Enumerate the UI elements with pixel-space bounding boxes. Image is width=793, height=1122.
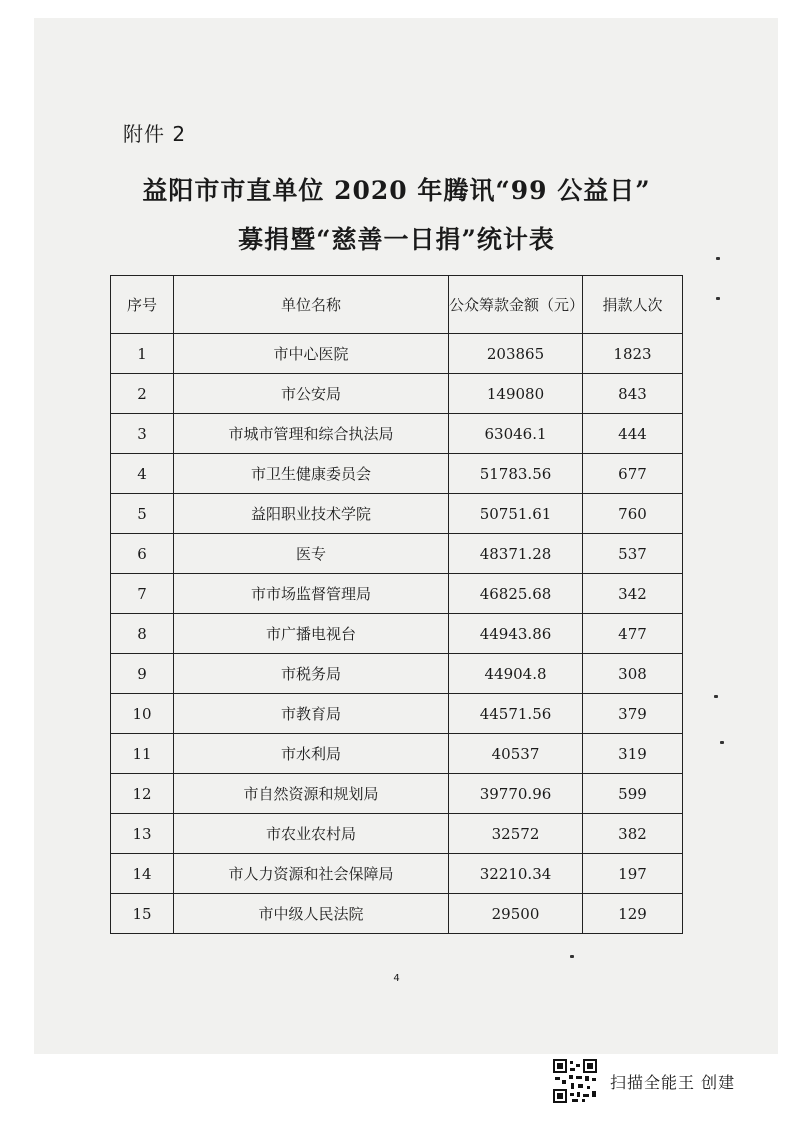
cell-unit-name: 市税务局: [174, 654, 449, 694]
cell-donor-count: 319: [583, 734, 683, 774]
cell-unit-name: 医专: [174, 534, 449, 574]
cell-unit-name: 市中心医院: [174, 334, 449, 374]
table-row: [111, 854, 683, 894]
cell-amount: 32572: [449, 814, 583, 854]
cell-donor-count: 382: [583, 814, 683, 854]
scan-speck: [714, 695, 718, 698]
cell-serial-number: 4: [111, 454, 174, 494]
table-row: [111, 694, 683, 734]
scanner-brand-label: 扫描全能王 创建: [610, 1073, 736, 1092]
cell-donor-count: 843: [583, 374, 683, 414]
cell-unit-name: 市中级人民法院: [174, 894, 449, 934]
table-row: [111, 574, 683, 614]
cell-amount: 32210.34: [449, 854, 583, 894]
cell-donor-count: 599: [583, 774, 683, 814]
cell-amount: 44904.8: [449, 654, 583, 694]
cell-donor-count: 477: [583, 614, 683, 654]
cell-unit-name: 市公安局: [174, 374, 449, 414]
table-row: [111, 374, 683, 414]
cell-amount: 149080: [449, 374, 583, 414]
cell-amount: 44943.86: [449, 614, 583, 654]
cell-serial-number: 11: [111, 734, 174, 774]
cell-amount: 203865: [449, 334, 583, 374]
cell-amount: 50751.61: [449, 494, 583, 534]
cell-amount: 48371.28: [449, 534, 583, 574]
header-serial-number: 序号: [111, 276, 174, 334]
page-number: 4: [393, 973, 400, 984]
cell-donor-count: 444: [583, 414, 683, 454]
scan-speck: [570, 955, 574, 958]
cell-donor-count: 197: [583, 854, 683, 894]
cell-donor-count: 1823: [583, 334, 683, 374]
cell-amount: 29500: [449, 894, 583, 934]
table-row: [111, 814, 683, 854]
table-row: [111, 494, 683, 534]
cell-unit-name: 市农业农村局: [174, 814, 449, 854]
cell-unit-name: 市市场监督管理局: [174, 574, 449, 614]
table-row: [111, 334, 683, 374]
cell-serial-number: 14: [111, 854, 174, 894]
cell-unit-name: 益阳职业技术学院: [174, 494, 449, 534]
cell-serial-number: 10: [111, 694, 174, 734]
cell-unit-name: 市人力资源和社会保障局: [174, 854, 449, 894]
cell-donor-count: 677: [583, 454, 683, 494]
cell-donor-count: 537: [583, 534, 683, 574]
cell-unit-name: 市自然资源和规划局: [174, 774, 449, 814]
cell-serial-number: 1: [111, 334, 174, 374]
table-row: [111, 774, 683, 814]
table-row: [111, 894, 683, 934]
cell-donor-count: 308: [583, 654, 683, 694]
document-title-line-2: 募捐暨“慈善一日捐”统计表: [238, 225, 555, 254]
cell-amount: 44571.56: [449, 694, 583, 734]
scan-speck: [716, 297, 720, 300]
cell-unit-name: 市教育局: [174, 694, 449, 734]
header-amount: 公众筹款金额（元）: [449, 276, 583, 334]
attachment-label: 附件 2: [123, 122, 187, 146]
cell-serial-number: 6: [111, 534, 174, 574]
cell-serial-number: 15: [111, 894, 174, 934]
cell-serial-number: 9: [111, 654, 174, 694]
cell-unit-name: 市卫生健康委员会: [174, 454, 449, 494]
header-donor-count: 捐款人次: [583, 276, 683, 334]
cell-serial-number: 3: [111, 414, 174, 454]
cell-serial-number: 7: [111, 574, 174, 614]
cell-donor-count: 129: [583, 894, 683, 934]
cell-unit-name: 市广播电视台: [174, 614, 449, 654]
cell-amount: 40537: [449, 734, 583, 774]
cell-donor-count: 379: [583, 694, 683, 734]
cell-serial-number: 8: [111, 614, 174, 654]
qr-code-icon: [552, 1058, 598, 1104]
document-title-line-1: 益阳市市直单位 2020 年腾讯“99 公益日”: [142, 176, 651, 205]
table-row: [111, 534, 683, 574]
statistics-table: [110, 275, 683, 934]
cell-amount: 39770.96: [449, 774, 583, 814]
cell-unit-name: 市城市管理和综合执法局: [174, 414, 449, 454]
cell-serial-number: 2: [111, 374, 174, 414]
cell-donor-count: 342: [583, 574, 683, 614]
cell-donor-count: 760: [583, 494, 683, 534]
cell-amount: 63046.1: [449, 414, 583, 454]
table-header-row: [111, 276, 683, 334]
cell-serial-number: 12: [111, 774, 174, 814]
table-row: [111, 734, 683, 774]
header-unit-name: 单位名称: [174, 276, 449, 334]
cell-serial-number: 13: [111, 814, 174, 854]
cell-amount: 51783.56: [449, 454, 583, 494]
cell-serial-number: 5: [111, 494, 174, 534]
cell-amount: 46825.68: [449, 574, 583, 614]
scan-speck: [716, 257, 720, 260]
table-row: [111, 414, 683, 454]
cell-unit-name: 市水利局: [174, 734, 449, 774]
table-row: [111, 454, 683, 494]
table-row: [111, 654, 683, 694]
table-row: [111, 614, 683, 654]
scan-speck: [720, 741, 724, 744]
